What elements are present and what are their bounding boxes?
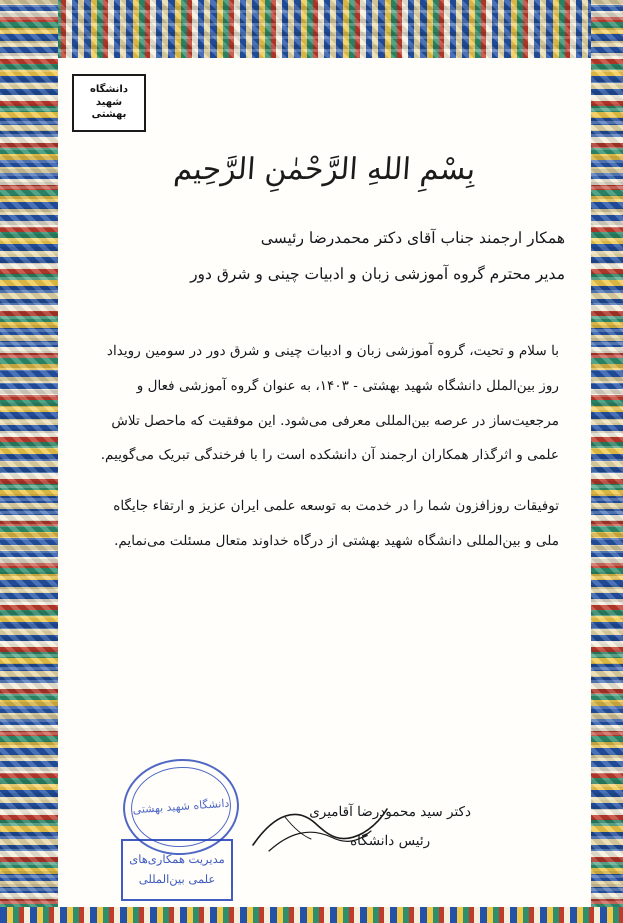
rect-stamp-text <box>129 850 225 889</box>
letter-paragraph-2: توفیقات روزافزون شما را در خدمت به توسعه علمی ایران عزیز و ارتقاء جایگاه ملی و بین‌المللی دانشگاه شهید بهشتی از درگاه خداوند متعال مسئلت می‌نمایم. <box>113 497 559 549</box>
international-office-stamp <box>121 839 233 901</box>
signatory-name: دکتر سید محمودرضا آقامیری <box>309 804 471 821</box>
signature-block <box>309 798 471 855</box>
logo-line-1: دانشگاه <box>90 84 128 96</box>
ornamental-border-left <box>0 0 58 923</box>
university-logo-text <box>90 84 128 122</box>
addressee-block <box>84 221 565 292</box>
basmala-heading: بِسْمِ اللهِ الرَّحْمٰنِ الرَّحِیم <box>172 152 477 187</box>
ornamental-border-top <box>0 0 623 58</box>
logo-line-3: بهشتی <box>91 109 127 121</box>
logo-line-2: شهید <box>95 96 123 108</box>
oval-stamp-text: دانشگاه شهید بهشتی <box>132 796 230 817</box>
letter-paragraph-1: با سلام و تحیت، گروه آموزشی زبان و ادبیات چینی و شرق دور در سومین رویداد روز بین‌الملل دانشگاه شهید بهشتی - ۱۴۰۳، به عنوان گروه آموزشی فعال و مرجعیت‌ساز در عرصه بین‌المللی معرفی می‌شود. این موفقیت که ماحصل تلاش علمی و اثرگذار همکاران ارجمند آن دانشکده است را با فرخندگی تبریک می‌گوییم. <box>100 343 559 464</box>
rect-stamp-line-1: مدیریت همکاری‌های <box>129 852 225 867</box>
addressee-line-2: مدیر محترم گروه آموزشی زبان و ادبیات چینی و شرق دور <box>190 264 565 283</box>
letter-body <box>58 58 591 907</box>
letter-paragraphs <box>84 334 565 558</box>
addressee-line-1: همکار ارجمند جناب آقای دکتر محمدرضا رئیسی <box>260 229 565 247</box>
signatory-title: رئیس دانشگاه <box>350 832 431 849</box>
ornamental-border-bottom <box>0 907 623 923</box>
rect-stamp-line-2: علمی بین‌المللی <box>138 872 216 886</box>
university-logo <box>72 74 146 132</box>
ornamental-border-right <box>591 0 623 923</box>
